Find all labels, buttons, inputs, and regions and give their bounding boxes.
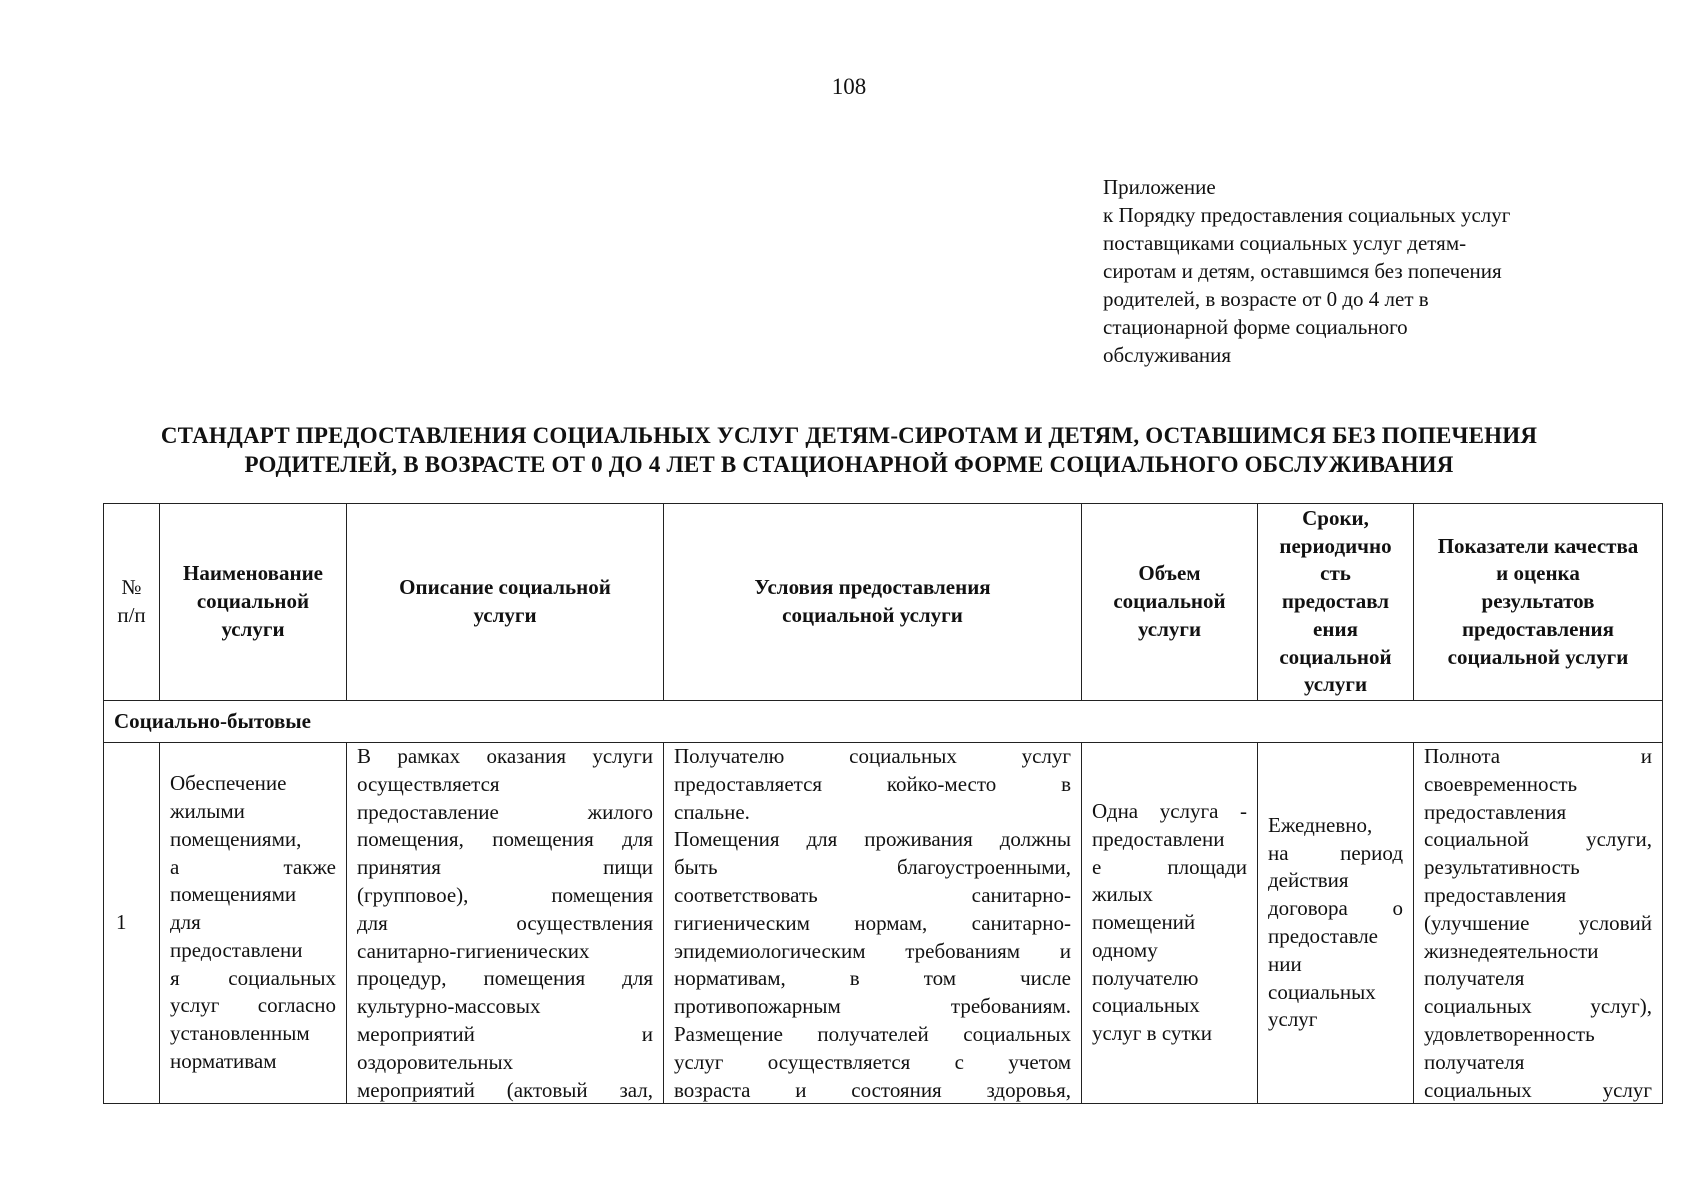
- header-name: Наименование социальной услуги: [160, 504, 347, 701]
- appendix-line: поставщиками социальных услуг детям-: [1103, 231, 1467, 255]
- title-line: РОДИТЕЛЕЙ, В ВОЗРАСТЕ ОТ 0 ДО 4 ЛЕТ В СТАЦИОНАРНОЙ ФОРМЕ СОЦИАЛЬНОГО ОБСЛУЖИВАНИЯ: [244, 452, 1454, 477]
- appendix-line: стационарной форме социального: [1103, 315, 1408, 339]
- header-terms: Сроки, периодично сть предоставл ения социальной услуги: [1258, 504, 1414, 701]
- section-title: Социально-бытовые: [104, 701, 1663, 743]
- standard-table: [103, 503, 1663, 1104]
- appendix-line: сиротам и детям, оставшимся без попечения: [1103, 259, 1502, 283]
- page-number: 108: [831, 74, 867, 99]
- cell-quality: Полнота и своевременность предоставления социальной услуги, результативность предоставления (улучшение условий жизнедеятельности получателя социальных услуг), удовлетворенность получателя социальных услуг: [1414, 743, 1663, 1104]
- cell-terms: Ежедневно, на период действия договора о предоставле нии социальных услуг: [1258, 743, 1414, 1104]
- title-line: СТАНДАРТ ПРЕДОСТАВЛЕНИЯ СОЦИАЛЬНЫХ УСЛУГ ДЕТЯМ-СИРОТАМ И ДЕТЯМ, ОСТАВШИМСЯ БЕЗ ПОПЕЧЕНИЯ: [160, 423, 1538, 448]
- table-header-row: [104, 504, 1663, 701]
- cell-description: В рамках оказания услуги осуществляется предоставление жилого помещения, помещения для принятия пищи (групповое), помещения для осуществления санитарно-гигиенических процедур, помещения для культурно-массовых мероприятий и оздоровительных мероприятий (актовый зал,: [347, 743, 664, 1104]
- appendix-note: [1103, 173, 1623, 369]
- document-title: [0, 421, 1698, 479]
- appendix-line: родителей, в возрасте от 0 до 4 лет в: [1103, 287, 1429, 311]
- cell-name: Обеспечение жилыми помещениями, а также помещениями для предоставлени я социальных услуг согласно установленным нормативам: [160, 743, 347, 1104]
- header-conditions: Условия предоставления социальной услуги: [664, 504, 1082, 701]
- cell-conditions: Получателю социальных услуг предоставляется койко-место в спальне. Помещения для проживания должны быть благоустроенными, соответствовать санитарно- гигиеническим нормам, санитарно- эпидемиологическим требованиям и нормативам, в том числе противопожарным требованиям. Размещение получателей социальных услуг осуществляется с учетом возраста и состояния здоровья,: [664, 743, 1082, 1104]
- section-row: [104, 701, 1663, 743]
- header-description: Описание социальной услуги: [347, 504, 664, 701]
- header-num: № п/п: [104, 504, 160, 701]
- appendix-line: к Порядку предоставления социальных услуг: [1103, 203, 1511, 227]
- appendix-line: обслуживания: [1103, 343, 1232, 367]
- header-volume: Объем социальной услуги: [1082, 504, 1258, 701]
- appendix-line: Приложение: [1103, 175, 1216, 199]
- row-num: 1: [104, 743, 160, 1104]
- table-row: [104, 743, 1663, 1104]
- cell-volume: Одна услуга - предоставлени е площади жилых помещений одному получателю социальных услуг в сутки: [1082, 743, 1258, 1104]
- header-quality: Показатели качества и оценка результатов предоставления социальной услуги: [1414, 504, 1663, 701]
